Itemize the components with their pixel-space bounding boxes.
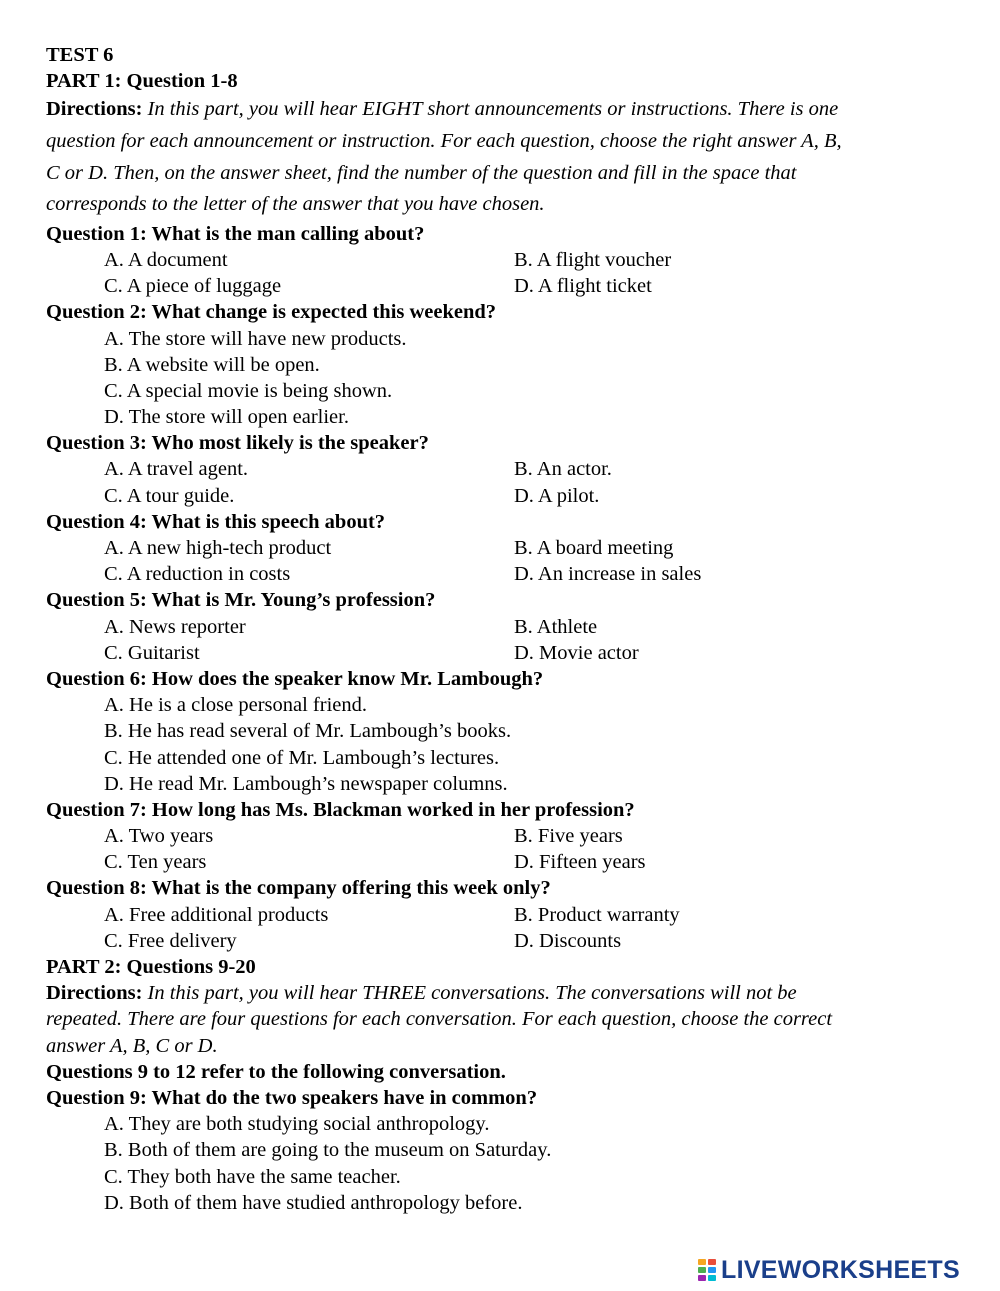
question-4: Question 4: What is this speech about? — [46, 510, 386, 533]
question-8-row-1 — [46, 902, 966, 928]
q1-option-d: D. A flight ticket — [514, 275, 652, 298]
q7-option-d: D. Fifteen years — [514, 851, 646, 874]
part1-directions-line-4: corresponds to the letter of the answer that you have chosen. — [46, 193, 545, 216]
q8-option-a: A. Free additional products — [104, 903, 329, 926]
q9-option-c: C. They both have the same teacher. — [104, 1165, 401, 1188]
q7-option-c: C. Ten years — [104, 851, 207, 874]
q3-option-c: C. A tour guide. — [104, 484, 235, 507]
group-intro: Questions 9 to 12 refer to the following conversation. — [46, 1060, 506, 1083]
q2-option-d: D. The store will open earlier. — [104, 406, 349, 429]
question-7: Question 7: How long has Ms. Blackman worked in her profession? — [46, 798, 635, 821]
q2-option-c: C. A special movie is being shown. — [104, 379, 393, 402]
q4-option-c: C. A reduction in costs — [104, 563, 291, 586]
q5-option-d: D. Movie actor — [514, 641, 639, 664]
worksheet-page — [46, 42, 966, 1216]
question-5: Question 5: What is Mr. Young’s profession? — [46, 589, 436, 612]
question-3-row-1 — [46, 456, 966, 482]
question-7-row-2 — [46, 849, 966, 875]
q6-option-c: C. He attended one of Mr. Lambough’s lectures. — [104, 746, 500, 769]
part2-directions-line-3: answer A, B, C or D. — [46, 1034, 218, 1057]
part2-directions-line-2: repeated. There are four questions for each conversation. For each question, choose the correct — [46, 1008, 833, 1031]
question-5-row-2 — [46, 640, 966, 666]
logo-cell — [708, 1275, 716, 1281]
question-4-row-1 — [46, 535, 966, 561]
part1-directions-line-3: C or D. Then, on the answer sheet, find the number of the question and fill in the space that — [46, 161, 797, 184]
q9-option-d: D. Both of them have studied anthropology before. — [104, 1191, 523, 1214]
q6-option-b: B. He has read several of Mr. Lambough’s books. — [104, 720, 512, 743]
logo-cell — [698, 1259, 706, 1265]
part1-heading: PART 1: Question 1-8 — [46, 70, 238, 93]
q2-option-a: A. The store will have new products. — [104, 327, 407, 350]
q3-option-b: B. An actor. — [514, 458, 612, 481]
question-8: Question 8: What is the company offering this week only? — [46, 877, 551, 900]
q8-option-b: B. Product warranty — [514, 903, 680, 926]
q7-option-b: B. Five years — [514, 825, 623, 848]
test-title: TEST 6 — [46, 44, 114, 66]
question-1-row-1 — [46, 247, 966, 273]
q4-option-d: D. An increase in sales — [514, 563, 702, 586]
question-3-row-2 — [46, 483, 966, 509]
q6-option-a: A. He is a close personal friend. — [104, 694, 367, 717]
question-7-row-1 — [46, 823, 966, 849]
logo-grid-icon — [697, 1258, 717, 1282]
question-2: Question 2: What change is expected this weekend? — [46, 301, 497, 324]
logo-cell — [698, 1267, 706, 1273]
question-6: Question 6: How does the speaker know Mr. Lambough? — [46, 667, 544, 690]
liveworksheets-logo — [697, 1255, 997, 1285]
question-8-row-2 — [46, 928, 966, 954]
part1-directions-line-1: In this part, you will hear EIGHT short announcements or instructions. There is one — [142, 98, 839, 121]
part1-directions-label: Directions: — [46, 98, 143, 121]
q8-option-d: D. Discounts — [514, 929, 622, 952]
q6-option-d: D. He read Mr. Lambough’s newspaper columns. — [104, 772, 508, 795]
q4-option-b: B. A board meeting — [514, 537, 674, 559]
logo-text: LIVEWORKSHEETS — [721, 1255, 960, 1284]
q7-option-a: A. Two years — [104, 825, 214, 848]
question-1: Question 1: What is the man calling about? — [46, 222, 425, 245]
q1-option-a: A. A document — [104, 248, 228, 271]
q2-option-b: B. A website will be open. — [104, 353, 320, 376]
question-9: Question 9: What do the two speakers have in common? — [46, 1086, 538, 1109]
question-3: Question 3: Who most likely is the speaker? — [46, 432, 429, 455]
part2-directions-label: Directions: — [46, 982, 143, 1005]
q8-option-c: C. Free delivery — [104, 929, 237, 952]
q5-option-a: A. News reporter — [104, 615, 246, 638]
q4-option-a: A. A new high-tech product — [104, 537, 332, 559]
q1-option-c: C. A piece of luggage — [104, 275, 282, 298]
q3-option-d: D. A pilot. — [514, 484, 600, 507]
q1-option-b: B. A flight voucher — [514, 248, 672, 271]
question-4-row-2 — [46, 561, 966, 587]
q5-option-b: B. Athlete — [514, 615, 598, 638]
part2-heading: PART 2: Questions 9-20 — [46, 956, 256, 978]
part1-directions-line-2: question for each announcement or instruction. For each question, choose the right answer A, B, — [46, 129, 842, 152]
q9-option-a: A. They are both studying social anthropology. — [104, 1113, 490, 1136]
question-5-row-1 — [46, 614, 966, 640]
question-1-row-2 — [46, 273, 966, 299]
logo-cell — [698, 1275, 706, 1281]
part2-directions — [46, 980, 966, 1059]
q5-option-c: C. Guitarist — [104, 641, 200, 664]
logo-cell — [708, 1267, 716, 1273]
q9-option-b: B. Both of them are going to the museum on Saturday. — [104, 1139, 552, 1162]
part2-directions-line-1: In this part, you will hear THREE conversations. The conversations will not be — [142, 982, 797, 1005]
part1-directions — [46, 94, 966, 220]
q3-option-a: A. A travel agent. — [104, 458, 249, 481]
logo-cell — [708, 1259, 716, 1265]
